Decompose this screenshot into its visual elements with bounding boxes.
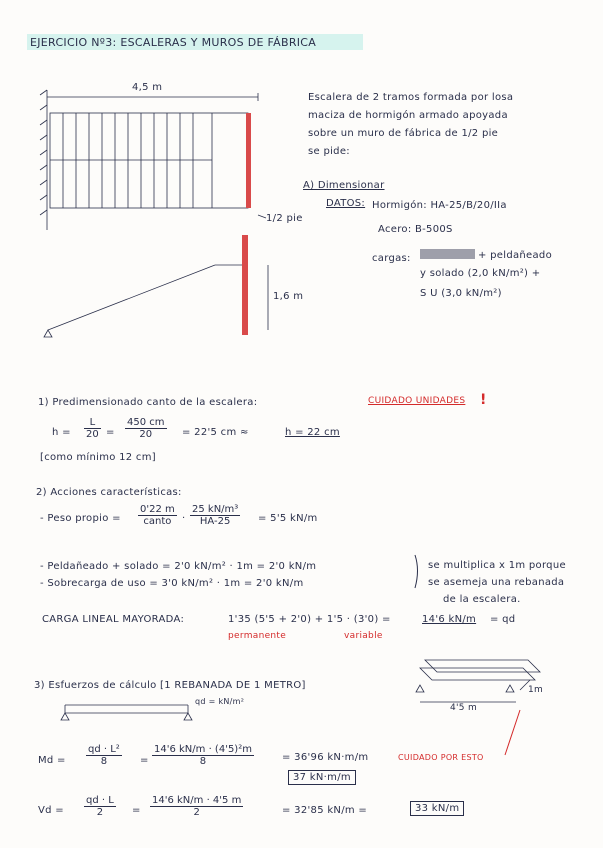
parta-heading: A) Dimensionar (303, 180, 385, 191)
h-label: h = (52, 427, 71, 438)
carga-expr: 1'35 (5'5 + 2'0) + 1'5 · (3'0) = (228, 614, 391, 625)
vd-frac1: $\frac{qd \cdot L}{2}$ (86, 795, 114, 818)
frac-ha25: $\frac{\text{25 kN/m³}}{HA-25}$ (192, 504, 239, 527)
stair-section (44, 265, 268, 337)
stair-plan (40, 90, 258, 230)
crossed-out (420, 249, 475, 259)
frac-l-20: $\frac{L}{20}$ (86, 417, 99, 440)
note3: de la escalera. (443, 594, 521, 605)
statement-line4: se pide: (308, 146, 350, 157)
cargas-label: cargas: (372, 253, 411, 264)
sobrecarga: - Sobrecarga de uso = 3'0 kN/m² · 1m = 2'0 kN/m (40, 578, 304, 589)
beam-load: qd = kN/m² (195, 697, 245, 706)
hormigon: Hormigón: HA-25/B/20/IIa (372, 200, 507, 211)
wall-plan (246, 113, 251, 208)
beam-diagram (61, 705, 192, 720)
s1-heading: 1) Predimensionado canto de la escalera: (38, 397, 258, 408)
frac-450-20: $\frac{450 cm}{20}$ (127, 417, 165, 440)
warning-arrow (505, 710, 520, 755)
vd-label: Vd = (38, 805, 64, 816)
md-frac2: $\frac{\text{14'6 kN/m · (4'5)²m}}{8}$ (154, 744, 252, 767)
wall-section (242, 235, 248, 335)
units-warning: CUIDADO UNIDADES (368, 396, 466, 406)
note1: se multiplica x 1m porque (428, 560, 566, 571)
statement-line2: maciza de hormigón armado apoyada (308, 110, 508, 121)
s2-heading: 2) Acciones características: (36, 487, 182, 498)
dim-plan: 4,5 m (132, 82, 163, 93)
perm-label: permanente (228, 631, 287, 641)
datos-label: DATOS: (326, 198, 366, 209)
note2: se asemeja una rebanada (428, 577, 565, 588)
statement-line1: Escalera de 2 tramos formada por losa (308, 92, 514, 103)
statement-line3: sobre un muro de fábrica de 1/2 pie (308, 128, 499, 139)
height-label: 1,6 m (273, 291, 304, 302)
acero: Acero: B-500S (378, 224, 453, 235)
vd-result: = 32'85 kN/m = (282, 805, 368, 816)
var-label: variable (344, 631, 383, 641)
h-result: h = 22 cm (285, 427, 340, 438)
vd-box: 33 kN/m (410, 801, 464, 816)
cargas-line1: + peldañeado (478, 250, 552, 261)
carga-label: CARGA LINEAL MAYORADA: (42, 614, 185, 625)
width-label: 1m (528, 685, 544, 695)
brace (415, 555, 418, 588)
s3-heading: 3) Esfuerzos de cálculo [1 REBANADA DE 1 METRO] (34, 680, 306, 691)
md-warning: CUIDADO POR ESTO (398, 753, 484, 762)
peso-label: - Peso propio = (40, 513, 121, 524)
cargas-line2: y solado (2,0 kN/m²) + (420, 268, 541, 279)
md-frac1: $\frac{\text{qd · L²}}{8}$ (88, 744, 120, 767)
qd-label: = qd (490, 614, 516, 625)
h-note: [como mínimo 12 cm] (40, 452, 156, 463)
pp-result: = 5'5 kN/m (258, 513, 318, 524)
md-box: 37 kN·m/m (288, 770, 356, 785)
cargas-line3: S U (3,0 kN/m²) (420, 288, 502, 299)
carga-result: 14'6 kN/m (422, 614, 477, 625)
h-eq1: = 22'5 cm ≈ (182, 427, 249, 438)
page-title: EJERCICIO Nº3: ESCALERAS Y MUROS DE FÁBRICA (30, 36, 317, 49)
md-label: Md = (38, 755, 66, 766)
wall-label: 1/2 pie (266, 213, 303, 224)
span-label: 4'5 m (450, 703, 478, 713)
md-result: = 36'96 kN·m/m (282, 752, 369, 763)
slab-3d (416, 660, 540, 702)
vd-frac2: $\frac{14'6 kN/m \cdot 4'5 m}{2}$ (152, 795, 242, 818)
peldaneado: - Peldañeado + solado = 2'0 kN/m² · 1m = 2'0 kN/m (40, 561, 317, 572)
frac-canto: 0'22 m canto (140, 504, 175, 527)
warning-excl: ! (480, 392, 487, 408)
